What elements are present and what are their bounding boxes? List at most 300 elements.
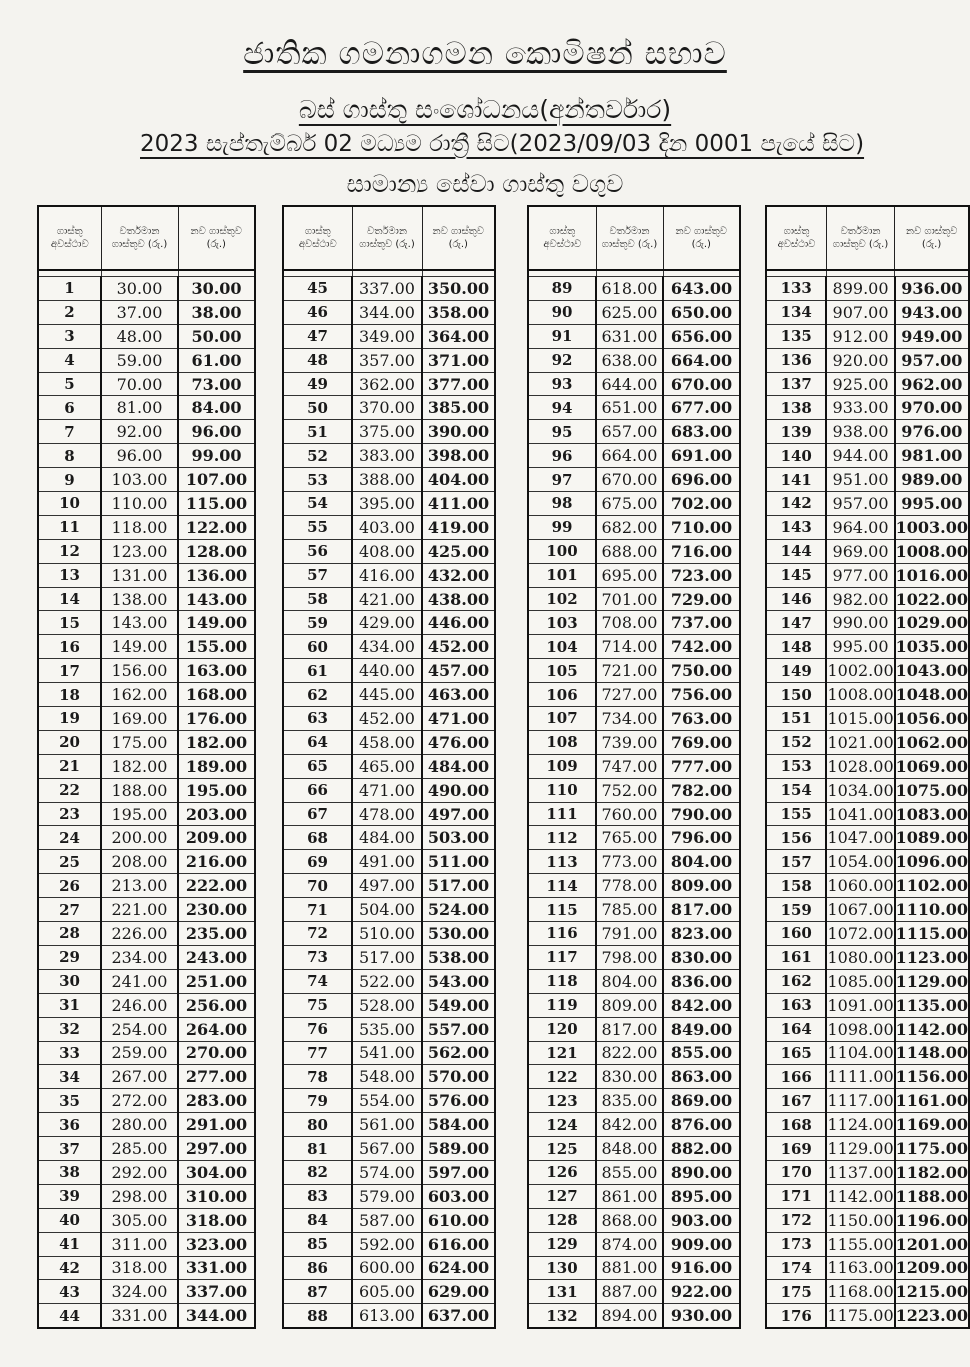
table-row [283,659,495,683]
current-fare: 618.00 [596,277,663,301]
current-fare: 81.00 [101,396,178,420]
current-fare: 631.00 [596,324,663,348]
fare-step: 33 [38,1041,101,1065]
current-fare: 822.00 [596,1041,663,1065]
current-fare: 421.00 [352,587,422,611]
current-fare: 1002.00 [826,659,894,683]
new-fare: 176.00 [178,707,255,731]
fare-step: 68 [283,826,352,850]
new-fare: 1129.00 [895,969,969,993]
table-row [283,563,495,587]
table-row [283,1280,495,1304]
current-fare: 600.00 [352,1256,422,1280]
table-row [38,683,255,707]
new-fare: 419.00 [422,515,495,539]
current-fare: 1054.00 [826,850,894,874]
table-row [766,1256,969,1280]
table-row [528,468,740,492]
fare-step: 165 [766,1041,826,1065]
new-fare: 855.00 [663,1041,740,1065]
current-fare: 118.00 [101,515,178,539]
fare-step: 175 [766,1280,826,1304]
new-fare: 122.00 [178,515,255,539]
table-row [38,993,255,1017]
current-fare: 1117.00 [826,1089,894,1113]
fare-step: 164 [766,1017,826,1041]
table-row [528,611,740,635]
table-row [38,945,255,969]
fare-step: 17 [38,659,101,683]
fare-step: 6 [38,396,101,420]
table-row [38,1208,255,1232]
new-fare: 656.00 [663,324,740,348]
new-fare: 143.00 [178,587,255,611]
table-row [38,1041,255,1065]
new-fare: 1123.00 [895,945,969,969]
fare-step: 97 [528,468,596,492]
fare-step: 60 [283,635,352,659]
table-row [283,1137,495,1161]
table-row [766,444,969,468]
fare-step: 107 [528,707,596,731]
new-fare: 670.00 [663,372,740,396]
table-row [766,372,969,396]
fare-step: 139 [766,420,826,444]
current-fare: 727.00 [596,683,663,707]
current-fare: 1067.00 [826,898,894,922]
table-row [283,922,495,946]
fare-step: 55 [283,515,352,539]
new-fare: 677.00 [663,396,740,420]
current-fare: 357.00 [352,348,422,372]
fare-step: 74 [283,969,352,993]
new-fare: 411.00 [422,492,495,516]
current-fare: 1060.00 [826,874,894,898]
current-fare: 188.00 [101,778,178,802]
current-fare: 874.00 [596,1232,663,1256]
new-fare: 916.00 [663,1256,740,1280]
fare-step: 9 [38,468,101,492]
table-row [283,444,495,468]
new-fare: 331.00 [178,1256,255,1280]
current-fare: 809.00 [596,993,663,1017]
current-fare: 567.00 [352,1137,422,1161]
new-fare: 809.00 [663,874,740,898]
current-fare: 638.00 [596,348,663,372]
fare-table-1 [37,205,256,1329]
table-row [766,1137,969,1161]
current-fare: 388.00 [352,468,422,492]
table-row [38,1280,255,1304]
table-row [528,1280,740,1304]
new-fare: 297.00 [178,1137,255,1161]
fare-step: 13 [38,563,101,587]
table-row [283,1065,495,1089]
table-row [38,1137,255,1161]
fare-step: 19 [38,707,101,731]
current-fare: 734.00 [596,707,663,731]
fare-step: 86 [283,1256,352,1280]
current-fare: 765.00 [596,826,663,850]
fare-step: 67 [283,802,352,826]
fare-step: 163 [766,993,826,1017]
table-row [528,826,740,850]
new-fare: 291.00 [178,1113,255,1137]
fare-step: 11 [38,515,101,539]
new-fare: 742.00 [663,635,740,659]
table-row [766,515,969,539]
current-fare: 458.00 [352,730,422,754]
current-fare: 1041.00 [826,802,894,826]
new-fare: 189.00 [178,754,255,778]
table-row [766,277,969,301]
new-fare: 503.00 [422,826,495,850]
new-fare: 30.00 [178,277,255,301]
current-fare: 1175.00 [826,1304,894,1328]
current-fare: 48.00 [101,324,178,348]
new-fare: 99.00 [178,444,255,468]
fare-step: 36 [38,1113,101,1137]
new-fare: 323.00 [178,1232,255,1256]
fare-step: 136 [766,348,826,372]
fare-step: 102 [528,587,596,611]
column-header-current: වර්තමාන ගාස්තුව (රු.) [352,206,422,270]
current-fare: 554.00 [352,1089,422,1113]
fare-step: 116 [528,922,596,946]
current-fare: 324.00 [101,1280,178,1304]
current-fare: 383.00 [352,444,422,468]
table-row [283,826,495,850]
table-row [283,993,495,1017]
current-fare: 1124.00 [826,1113,894,1137]
current-fare: 200.00 [101,826,178,850]
current-fare: 1168.00 [826,1280,894,1304]
current-fare: 1072.00 [826,922,894,946]
fare-step: 113 [528,850,596,874]
table-row [528,1160,740,1184]
table-row [283,874,495,898]
fare-step: 138 [766,396,826,420]
current-fare: 138.00 [101,587,178,611]
table-row [283,1113,495,1137]
new-fare: 446.00 [422,611,495,635]
current-fare: 440.00 [352,659,422,683]
table-row [528,874,740,898]
new-fare: 398.00 [422,444,495,468]
table-row [283,898,495,922]
current-fare: 429.00 [352,611,422,635]
new-fare: 1043.00 [895,659,969,683]
table-row [528,444,740,468]
new-fare: 970.00 [895,396,969,420]
current-fare: 110.00 [101,492,178,516]
fare-step: 143 [766,515,826,539]
current-fare: 1021.00 [826,730,894,754]
table-row [38,707,255,731]
new-fare: 1083.00 [895,802,969,826]
fare-step: 101 [528,563,596,587]
table-title: සාමාන්‍ය සේවා ගාස්තු වගුව [346,170,624,198]
fare-step: 91 [528,324,596,348]
table-row [283,945,495,969]
current-fare: 721.00 [596,659,663,683]
fare-step: 147 [766,611,826,635]
current-fare: 990.00 [826,611,894,635]
fare-step: 70 [283,874,352,898]
table-row [528,969,740,993]
new-fare: 723.00 [663,563,740,587]
current-fare: 957.00 [826,492,894,516]
fare-step: 103 [528,611,596,635]
new-fare: 616.00 [422,1232,495,1256]
current-fare: 1142.00 [826,1184,894,1208]
table-row [528,945,740,969]
new-fare: 769.00 [663,730,740,754]
table-row [38,1065,255,1089]
fare-step: 66 [283,778,352,802]
current-fare: 739.00 [596,730,663,754]
new-fare: 1209.00 [895,1256,969,1280]
current-fare: 37.00 [101,300,178,324]
current-fare: 881.00 [596,1256,663,1280]
fare-step: 80 [283,1113,352,1137]
new-fare: 949.00 [895,324,969,348]
new-fare: 1161.00 [895,1089,969,1113]
fare-step: 137 [766,372,826,396]
current-fare: 920.00 [826,348,894,372]
new-fare: 256.00 [178,993,255,1017]
fare-step: 127 [528,1184,596,1208]
current-fare: 254.00 [101,1017,178,1041]
fare-step: 4 [38,348,101,372]
column-header-current: වර්තමාන ගාස්තුව (රු.) [596,206,663,270]
new-fare: 38.00 [178,300,255,324]
current-fare: 938.00 [826,420,894,444]
table-row [528,1089,740,1113]
table-row [766,1089,969,1113]
current-fare: 933.00 [826,396,894,420]
current-fare: 123.00 [101,539,178,563]
table-row [766,587,969,611]
current-fare: 1155.00 [826,1232,894,1256]
table-row [766,1160,969,1184]
fare-step: 98 [528,492,596,516]
fare-step: 112 [528,826,596,850]
fare-step: 5 [38,372,101,396]
table-row [766,874,969,898]
table-row [528,492,740,516]
current-fare: 226.00 [101,922,178,946]
fare-step: 170 [766,1160,826,1184]
new-fare: 209.00 [178,826,255,850]
table-row [38,348,255,372]
new-fare: 710.00 [663,515,740,539]
new-fare: 903.00 [663,1208,740,1232]
new-fare: 511.00 [422,850,495,874]
fare-table-3 [527,205,741,1329]
new-fare: 136.00 [178,563,255,587]
new-fare: 1169.00 [895,1113,969,1137]
table-row [38,1232,255,1256]
table-row [283,1184,495,1208]
current-fare: 337.00 [352,277,422,301]
new-fare: 452.00 [422,635,495,659]
fare-step: 23 [38,802,101,826]
new-fare: 107.00 [178,468,255,492]
new-fare: 243.00 [178,945,255,969]
fare-step: 135 [766,324,826,348]
table-row [283,372,495,396]
table-row [766,969,969,993]
fare-step: 132 [528,1304,596,1328]
table-row [283,1208,495,1232]
table-row [283,277,495,301]
fare-step: 162 [766,969,826,993]
current-fare: 504.00 [352,898,422,922]
table-row [38,611,255,635]
fare-step: 37 [38,1137,101,1161]
current-fare: 375.00 [352,420,422,444]
fare-step: 50 [283,396,352,420]
fare-step: 96 [528,444,596,468]
current-fare: 478.00 [352,802,422,826]
current-fare: 465.00 [352,754,422,778]
fare-step: 87 [283,1280,352,1304]
table-row [283,754,495,778]
table-row [38,826,255,850]
column-header-step: ගාස්තු අවස්ථාව [38,206,101,270]
table-row [38,300,255,324]
current-fare: 830.00 [596,1065,663,1089]
current-fare: 246.00 [101,993,178,1017]
table-row [766,348,969,372]
table-row [38,563,255,587]
new-fare: 842.00 [663,993,740,1017]
column-header-step: ගාස්තු අවස්ථාව [766,206,826,270]
new-fare: 222.00 [178,874,255,898]
current-fare: 416.00 [352,563,422,587]
current-fare: 528.00 [352,993,422,1017]
new-fare: 432.00 [422,563,495,587]
table-row [766,492,969,516]
new-fare: 1062.00 [895,730,969,754]
table-row [283,300,495,324]
table-row [766,1304,969,1328]
fare-step: 16 [38,635,101,659]
current-fare: 613.00 [352,1304,422,1328]
current-fare: 842.00 [596,1113,663,1137]
new-fare: 371.00 [422,348,495,372]
table-row [528,396,740,420]
fare-step: 140 [766,444,826,468]
table-row [38,1184,255,1208]
table-row [766,611,969,635]
current-fare: 213.00 [101,874,178,898]
current-fare: 497.00 [352,874,422,898]
current-fare: 362.00 [352,372,422,396]
new-fare: 1089.00 [895,826,969,850]
fare-step: 29 [38,945,101,969]
current-fare: 714.00 [596,635,663,659]
current-fare: 912.00 [826,324,894,348]
table-row [528,348,740,372]
current-fare: 1129.00 [826,1137,894,1161]
new-fare: 995.00 [895,492,969,516]
fare-table-4 [765,205,970,1329]
current-fare: 835.00 [596,1089,663,1113]
current-fare: 280.00 [101,1113,178,1137]
table-row [528,420,740,444]
fare-step: 45 [283,277,352,301]
new-fare: 50.00 [178,324,255,348]
table-row [283,539,495,563]
current-fare: 208.00 [101,850,178,874]
table-row [283,802,495,826]
table-row [528,707,740,731]
new-fare: 782.00 [663,778,740,802]
fare-step: 1 [38,277,101,301]
fare-step: 161 [766,945,826,969]
table-row [283,730,495,754]
new-fare: 1096.00 [895,850,969,874]
current-fare: 791.00 [596,922,663,946]
current-fare: 899.00 [826,277,894,301]
table-row [528,515,740,539]
table-row [38,277,255,301]
fare-step: 104 [528,635,596,659]
fare-step: 76 [283,1017,352,1041]
current-fare: 887.00 [596,1280,663,1304]
fare-step: 166 [766,1065,826,1089]
current-fare: 579.00 [352,1184,422,1208]
new-fare: 438.00 [422,587,495,611]
table-row [528,300,740,324]
table-row [528,1113,740,1137]
fare-step: 145 [766,563,826,587]
current-fare: 894.00 [596,1304,663,1328]
table-row [766,802,969,826]
fare-step: 142 [766,492,826,516]
fare-step: 110 [528,778,596,802]
fare-table-2 [282,205,496,1329]
new-fare: 796.00 [663,826,740,850]
document-subtitle: බස් ගාස්තු සංශෝධනය(අන්තර්වාර) [298,95,672,124]
current-fare: 156.00 [101,659,178,683]
new-fare: 216.00 [178,850,255,874]
current-fare: 798.00 [596,945,663,969]
new-fare: 358.00 [422,300,495,324]
current-fare: 747.00 [596,754,663,778]
current-fare: 143.00 [101,611,178,635]
fare-step: 151 [766,707,826,731]
current-fare: 944.00 [826,444,894,468]
table-row [528,277,740,301]
table-row [766,1041,969,1065]
table-row [38,659,255,683]
table-row [38,1160,255,1184]
table-row [38,1304,255,1328]
fare-step: 39 [38,1184,101,1208]
fare-step: 95 [528,420,596,444]
new-fare: 484.00 [422,754,495,778]
fare-step: 159 [766,898,826,922]
fare-step: 56 [283,539,352,563]
new-fare: 337.00 [178,1280,255,1304]
fare-step: 92 [528,348,596,372]
new-fare: 463.00 [422,683,495,707]
table-row [528,1041,740,1065]
fare-step: 134 [766,300,826,324]
